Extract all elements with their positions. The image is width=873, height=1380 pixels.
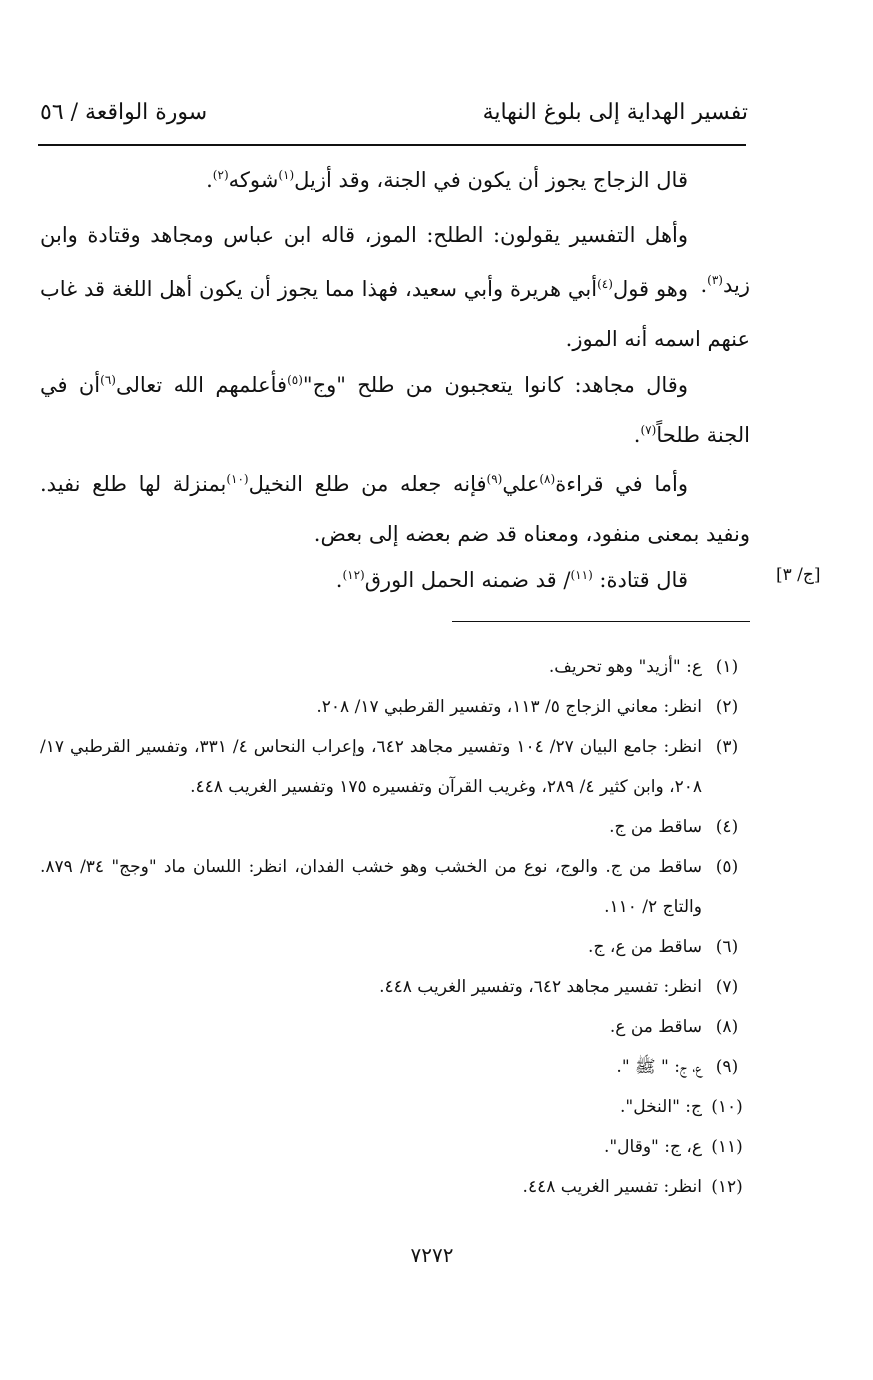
footnote-item	[40, 967, 752, 1007]
text-run: فأعلمهم الله تعالى	[115, 373, 288, 397]
text-run: وقال مجاهد: كانوا يتعجبون من طلح "وج"	[302, 373, 688, 397]
footnote-text: انظر: جامع البيان ٢٧/ ١٠٤ وتفسير مجاهد ٦٤٢، وإعراب النحاس ٤/ ٣٣١، وتفسير القرطبي ١٧/ ٢٠٨، وابن كثير ٤/ ٢٨٩، وغريب القرآن وتفسيره ١٧٥ وتفسير الغريب ٤٤٨.	[40, 737, 702, 797]
footnote-number: (١١)	[711, 1137, 743, 1157]
footnote-item	[40, 727, 752, 807]
footnote-number: (٣)	[715, 737, 739, 757]
footnote-number: (٥)	[715, 857, 739, 877]
footnote-ref: (٣)	[707, 273, 723, 287]
footnote-item	[40, 1127, 752, 1167]
footnote-number: (٦)	[715, 937, 739, 957]
running-header-surah: سورة الواقعة / ٥٦	[40, 100, 208, 125]
footnote-ref: (١١)	[570, 568, 593, 582]
body-paragraph	[40, 155, 750, 205]
footnote-number: (٨)	[715, 1017, 739, 1037]
footnote-item	[40, 1167, 752, 1207]
footnote-text: انظر: تفسير الغريب ٤٤٨.	[522, 1177, 702, 1197]
text-run: قال الزجاج يجوز أن يكون في الجنة، وقد أزيل	[294, 168, 688, 192]
footnote-ref: (٨)	[539, 472, 556, 486]
footnote-number: (١)	[715, 657, 739, 677]
body-paragraph	[40, 555, 750, 605]
text-run: فإنه جعله من طلع النخيل	[248, 472, 487, 496]
footnote-ref: (٤)	[597, 277, 613, 291]
footnote-item	[40, 807, 752, 847]
footnote-text: ساقط من ج. والوج، نوع من الخشب وهو خشب الفدان، انظر: اللسان ماد "وجج" ٣٤/ ٨٧٩. والتاج ٢/ ١١٠.	[40, 857, 702, 917]
footnote-item	[40, 1047, 752, 1087]
text-run: قال قتادة:	[592, 568, 688, 592]
footnote-ref: (٩)	[486, 472, 503, 486]
running-header-title: تفسير الهداية إلى بلوغ النهاية	[482, 100, 748, 125]
text-run: / قد ضمنه الحمل الورق	[364, 568, 571, 592]
footnote-item	[40, 687, 752, 727]
footnote-ref: (١)	[278, 168, 295, 182]
footnote-item	[40, 1007, 752, 1047]
text-run: أن في الجنة طلحاً	[40, 373, 750, 447]
text-run: أبي هريرة وأبي سعيد، فهذا مما يجوز أن يكون أهل اللغة قد غاب عنهم اسمه أنه الموز.	[40, 277, 750, 351]
footnote-item	[40, 1087, 752, 1127]
footnote-text: ساقط من ج.	[609, 817, 702, 837]
footnote-text: ساقط من ع.	[609, 1017, 702, 1037]
footnote-ref: (٦)	[100, 373, 116, 387]
footnote-number: (٢)	[715, 697, 739, 717]
footnote-text: ج: "النخل".	[619, 1097, 702, 1117]
footnote-number: (٩)	[715, 1057, 739, 1077]
footnote-ref: (٥)	[287, 373, 303, 387]
header-rule	[38, 144, 746, 146]
footnote-text: انظر: معاني الزجاج ٥/ ١١٣، وتفسير القرطبي ١٧/ ٢٠٨.	[316, 697, 702, 717]
footnote-ref: (٢)	[212, 168, 229, 182]
text-run: .	[633, 423, 641, 447]
footnote-text: ع، ج: "وقال".	[603, 1137, 702, 1157]
text-run: .	[700, 273, 708, 297]
footnote-item	[40, 927, 752, 967]
text-run: .	[206, 168, 213, 192]
text-run: شوكه	[228, 168, 279, 192]
body-paragraph	[40, 264, 750, 364]
footnote-ref: (١٢)	[342, 568, 365, 582]
footnote-text: انظر: تفسير مجاهد ٦٤٢، وتفسير الغريب ٤٤٨.	[379, 977, 702, 997]
footnote-separator	[452, 621, 750, 622]
footnote-item	[40, 847, 752, 927]
footnote-ref: (٧)	[640, 423, 657, 437]
footnote-number: (٧)	[715, 977, 739, 997]
footnote-number: (١٢)	[711, 1177, 743, 1197]
footnote-text: ع: "أزيد" وهو تحريف.	[548, 657, 702, 677]
text-run: وأهل التفسير يقولون: الطلح: الموز، قاله ابن عباس ومجاهد وقتادة وابن زيد	[40, 223, 750, 297]
footnote-number: (٤)	[715, 817, 739, 837]
text-run: وهو قول	[612, 277, 689, 301]
text-run: بمنزلة لها طلع نفيد. ونفيد بمعنى منفود، ومعناه قد ضم بعضه إلى بعض.	[40, 472, 750, 546]
footnote-number: (١٠)	[711, 1097, 743, 1117]
text-run: وأما في قراءة	[555, 472, 688, 496]
text-run: .	[335, 568, 343, 592]
footnote-text: ساقط من ع، ج.	[588, 937, 702, 957]
footnote-text: ع، ج: " ﷺ ".	[616, 1057, 702, 1077]
body-paragraph	[40, 360, 750, 460]
footnote-item	[40, 647, 752, 687]
footnote-ref: (١٠)	[226, 472, 249, 486]
page-number: ٧٢٧٢	[410, 1243, 454, 1267]
manuscript-margin-note: [ج/ ٣]	[776, 565, 821, 585]
text-run: علي	[502, 472, 540, 496]
footnotes-list	[40, 647, 752, 1207]
body-paragraph	[40, 459, 750, 559]
